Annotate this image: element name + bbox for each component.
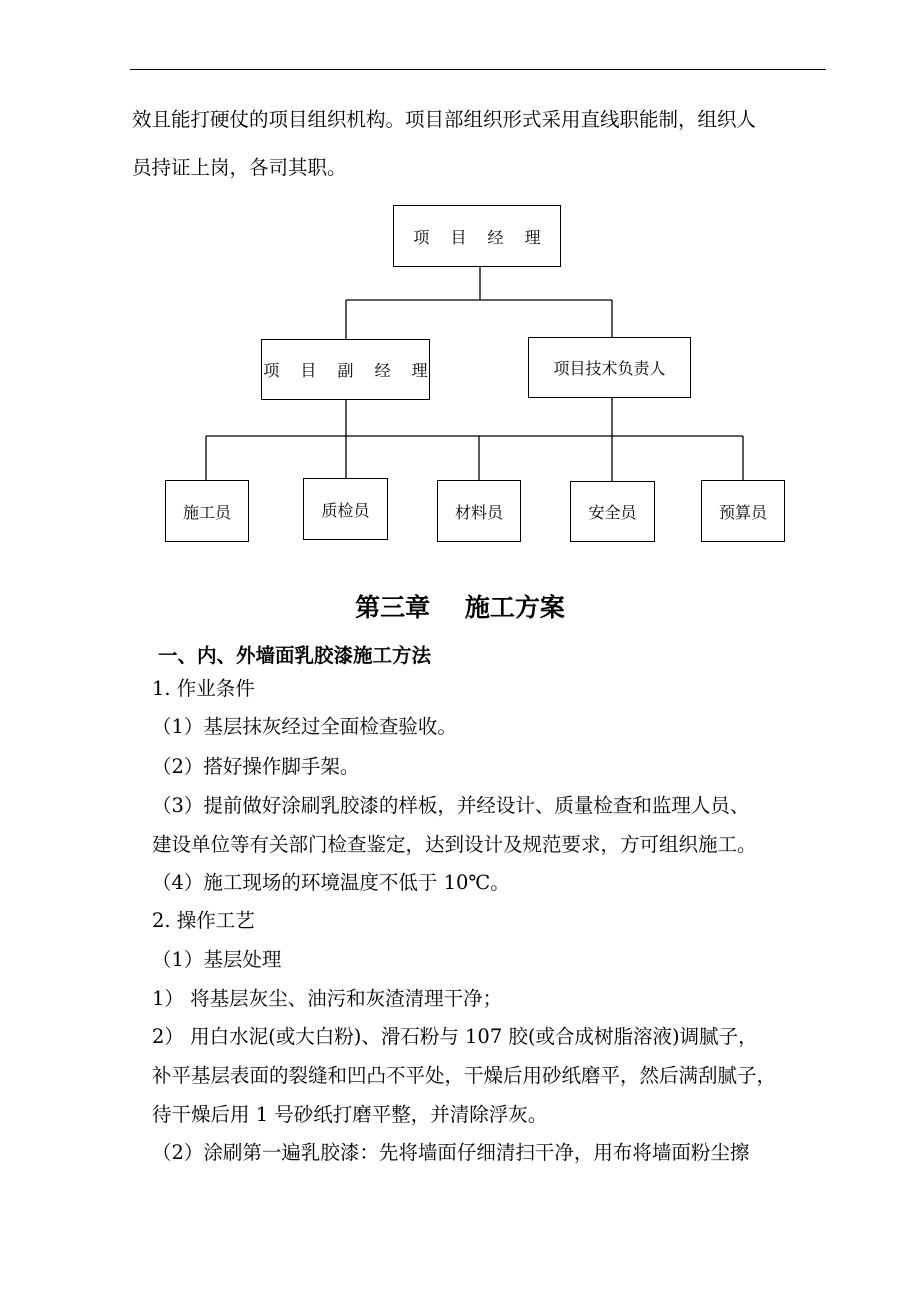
body-line: 补平基层表面的裂缝和凹凸不平处，干燥后用砂纸磨平，然后满刮腻子，: [152, 1064, 777, 1087]
chapter-title: 第三章 施工方案: [355, 593, 565, 622]
body-line: 建设单位等有关部门检查鉴定，达到设计及规范要求，方可组织施工。: [152, 833, 757, 856]
org-node-staff-construction: 施工员: [165, 480, 249, 542]
section-title: 一、内、外墙面乳胶漆施工方法: [158, 644, 432, 667]
body-line: （1）基层处理: [152, 948, 282, 971]
org-node-staff-safety: 安全员: [570, 481, 655, 542]
org-node-deputy-manager: 项 目 副 经 理: [261, 339, 430, 400]
body-line: 1. 作业条件: [152, 677, 255, 700]
body-line: 待干燥后用 1 号砂纸打磨平整，并清除浮灰。: [152, 1103, 548, 1126]
body-line: （2）涂刷第一遍乳胶漆：先将墙面仔细清扫干净，用布将墙面粉尘擦: [152, 1141, 750, 1164]
org-chart-connectors: [0, 0, 920, 560]
body-line: （3）提前做好涂刷乳胶漆的样板，并经设计、质量检查和监理人员、: [152, 794, 750, 817]
body-line: （2）搭好操作脚手架。: [152, 755, 360, 778]
body-line: （4）施工现场的环境温度不低于 10℃。: [152, 871, 510, 894]
org-node-project-manager: 项 目 经 理: [393, 205, 561, 267]
intro-line-2: 员持证上岗，各司其职。: [132, 156, 347, 179]
org-node-technical-lead: 项目技术负责人: [528, 337, 691, 398]
body-line: （1）基层抹灰经过全面检查验收。: [152, 715, 457, 738]
org-node-staff-materials: 材料员: [437, 480, 521, 542]
org-node-staff-budget: 预算员: [701, 480, 785, 542]
body-line: 2. 操作工艺: [152, 909, 255, 932]
body-line: 1） 将基层灰尘、油污和灰渣清理干净；: [152, 987, 503, 1010]
intro-line-1: 效且能打硬仗的项目组织机构。项目部组织形式采用直线职能制，组织人: [132, 108, 757, 131]
body-line: 2） 用白水泥(或大白粉)、滑石粉与 107 胶(或合成树脂溶液)调腻子，: [152, 1025, 758, 1048]
org-node-staff-quality: 质检员: [303, 478, 388, 540]
